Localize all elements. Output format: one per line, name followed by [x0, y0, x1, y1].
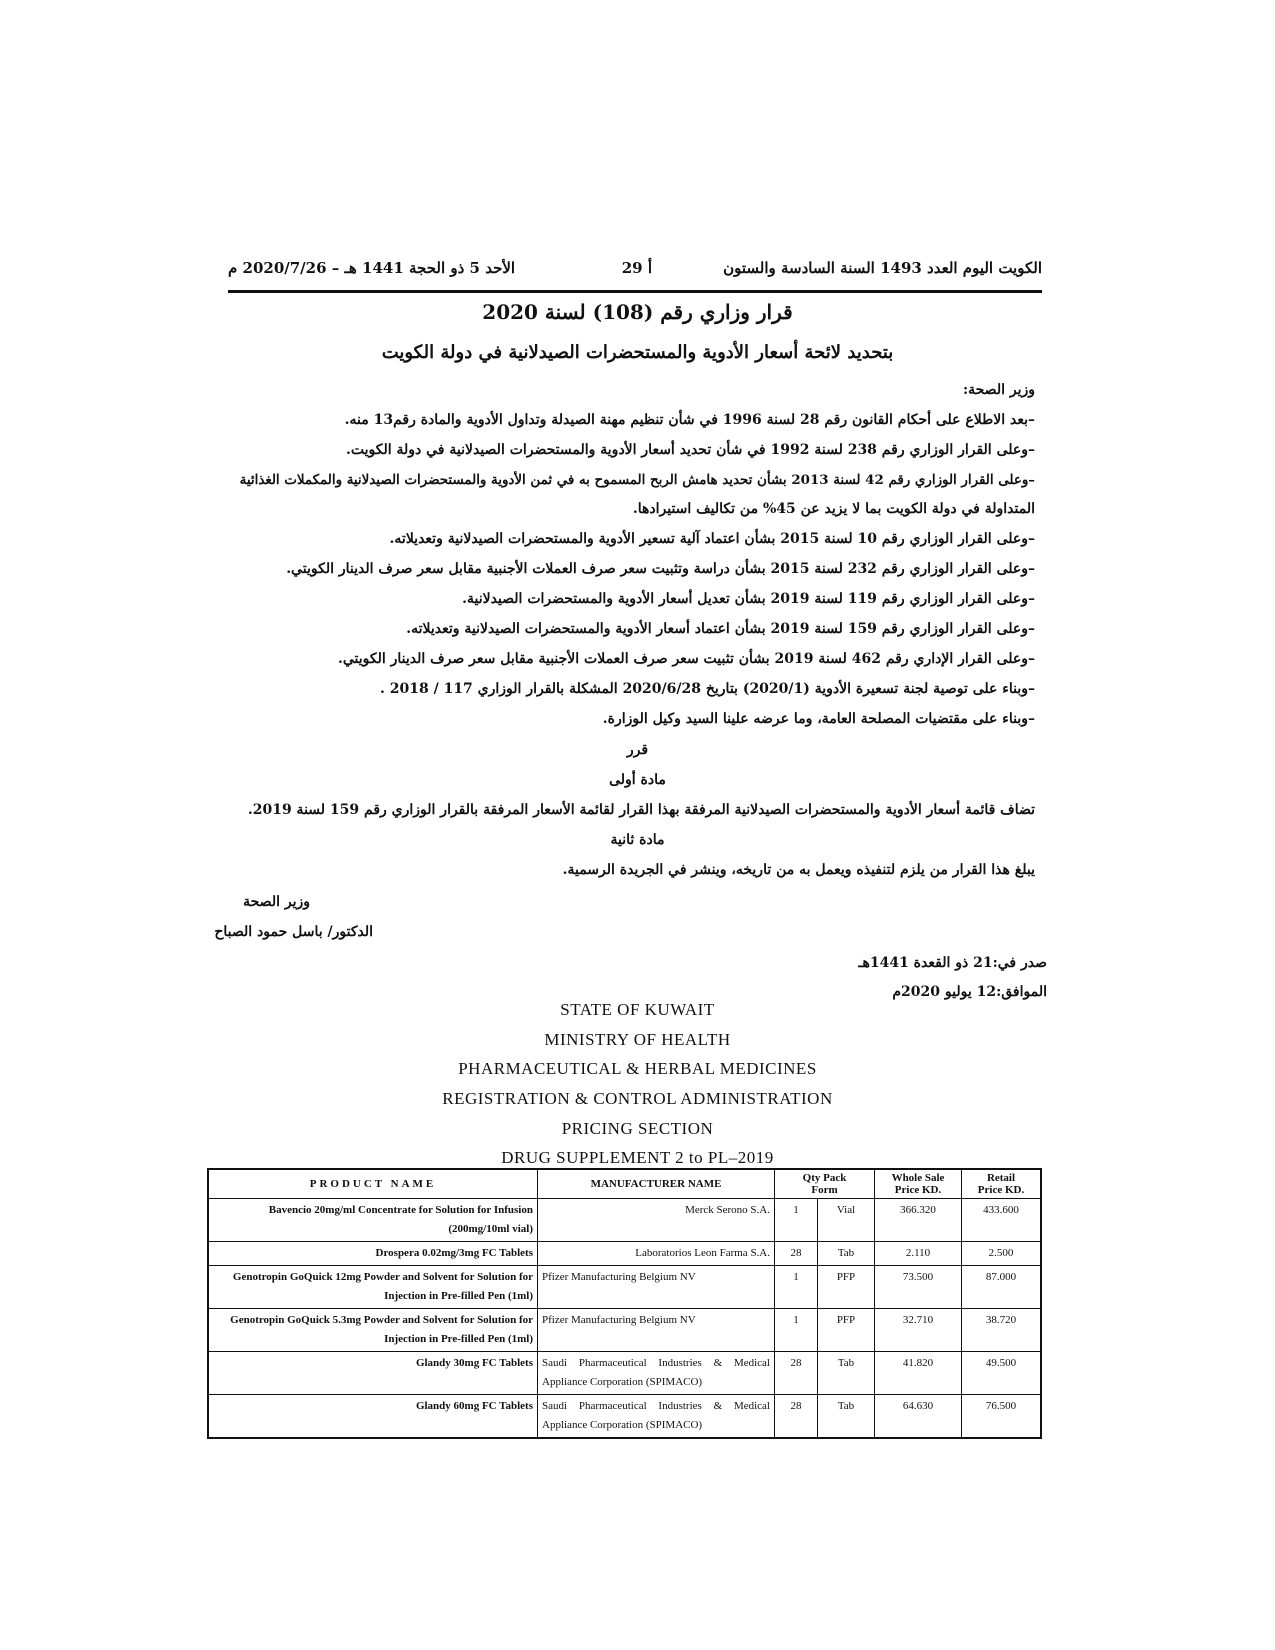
recital: –وبناء على مقتضيات المصلحة العامة، وما عرضه علينا السيد وكيل الوزارة. [602, 711, 1035, 727]
cell-form: PFP [818, 1266, 875, 1309]
col-retail-line2: Price KD. [977, 1184, 1025, 1196]
heading-state: STATE OF KUWAIT [560, 1000, 715, 1019]
price-table [207, 1168, 1042, 1439]
cell-retail: 433.600 [962, 1199, 1042, 1242]
recital: –وبناء على توصية لجنة تسعيرة الأدوية (2020/1) بتاريخ 2020/6/28 المشكلة بالقرار الوزاري 117 / 2018 . [379, 681, 1035, 697]
cell-manufacturer: Pfizer Manufacturing Belgium NV [538, 1266, 775, 1309]
table-row [208, 1395, 1041, 1439]
cell-wholesale: 41.820 [875, 1352, 962, 1395]
cell-qty: 28 [775, 1242, 818, 1266]
recital: –وعلى القرار الوزاري رقم 159 لسنة 2019 بشأن اعتماد أسعار الأدوية والمستحضرات الصيدلانية وتعديلاته. [406, 621, 1035, 637]
col-qty-form-header [775, 1169, 875, 1199]
cell-wholesale: 32.710 [875, 1309, 962, 1352]
col-wholesale-line2: Price KD. [894, 1184, 942, 1196]
heading-department: PHARMACEUTICAL & HERBAL MEDICINES [458, 1059, 817, 1078]
table-row [208, 1199, 1041, 1242]
gazette-header [228, 255, 1042, 289]
heading-section: PRICING SECTION [561, 1119, 714, 1138]
heading-supplement: DRUG SUPPLEMENT 2 to PL–2019 [501, 1148, 774, 1167]
recital: –وعلى القرار الوزاري رقم 232 لسنة 2015 بشأن دراسة وتثبيت سعر صرف العملات الأجنبية مقابل سعر صرف الدينار الكويتي. [286, 561, 1035, 577]
issued-gregorian: الموافق:12 يوليو 2020م [892, 984, 1047, 1000]
table-row [208, 1266, 1041, 1309]
cell-form: Vial [818, 1199, 875, 1242]
table-row [208, 1352, 1041, 1395]
col-form-header: Form [811, 1184, 838, 1196]
col-product-header: PRODUCT NAME [208, 1169, 538, 1199]
col-retail-header [962, 1169, 1042, 1199]
cell-retail: 49.500 [962, 1352, 1042, 1395]
decree-title: قرار وزاري رقم (108) لسنة 2020 [482, 300, 793, 324]
cell-manufacturer: Merck Serono S.A. [538, 1199, 775, 1242]
cell-qty: 28 [775, 1395, 818, 1439]
cell-manufacturer: Pfizer Manufacturing Belgium NV [538, 1309, 775, 1352]
cell-wholesale: 2.110 [875, 1242, 962, 1266]
recital: –وعلى القرار الإداري رقم 462 لسنة 2019 بشأن تثبيت سعر صرف العملات الأجنبية مقابل سعر صرف الدينار الكويتي. [337, 651, 1035, 667]
cell-product: Glandy 60mg FC Tablets [208, 1395, 538, 1439]
issued-hijri: صدر في:21 ذو القعدة 1441هـ [858, 955, 1047, 971]
recital: –وعلى القرار الوزاري رقم 119 لسنة 2019 بشأن تعديل أسعار الأدوية والمستحضرات الصيدلانية. [462, 591, 1035, 607]
cell-product: Genotropin GoQuick 12mg Powder and Solvent for Solution for Injection in Pre-filled Pen (1ml) [208, 1266, 538, 1309]
cell-qty: 28 [775, 1352, 818, 1395]
recital: –وعلى القرار الوزاري رقم 238 لسنة 1992 في شأن تحديد أسعار الأدوية والمستحضرات الصيدلانية في دولة الكويت. [345, 442, 1035, 458]
table-row [208, 1309, 1041, 1352]
recital-continuation: المتداولة في دولة الكويت بما لا يزيد عن 45% من تكاليف استيرادها. [632, 501, 1035, 517]
recital: –وعلى القرار الوزاري رقم 10 لسنة 2015 بشأن اعتماد آلية تسعير الأدوية والمستحضرات الصيدلانية وتعديلاته. [389, 531, 1035, 547]
cell-form: Tab [818, 1395, 875, 1439]
cell-wholesale: 366.320 [875, 1199, 962, 1242]
heading-administration: REGISTRATION & CONTROL ADMINISTRATION [442, 1089, 833, 1108]
cell-product: Genotropin GoQuick 5.3mg Powder and Solvent for Solution for Injection in Pre-filled Pen (1ml) [208, 1309, 538, 1352]
cell-wholesale: 64.630 [875, 1395, 962, 1439]
header-page-number: أ 29 [621, 259, 652, 277]
recital: –بعد الاطلاع على أحكام القانون رقم 28 لسنة 1996 في شأن تنظيم مهنة الصيدلة وتداول الأدوية والمادة رقم13 منه. [344, 412, 1035, 428]
header-rule [228, 290, 1042, 293]
cell-qty: 1 [775, 1199, 818, 1242]
cell-product: Bavencio 20mg/ml Concentrate for Solution for Infusion (200mg/10ml vial) [208, 1199, 538, 1242]
col-qty-header: Qty Pack [802, 1172, 847, 1184]
header-date: الأحد 5 ذو الحجة 1441 هـ – 2020/7/26 م [228, 259, 516, 277]
cell-qty: 1 [775, 1266, 818, 1309]
cell-retail: 38.720 [962, 1309, 1042, 1352]
article-1-title: مادة أولى [609, 772, 666, 788]
cell-manufacturer: Laboratorios Leon Farma S.A. [538, 1242, 775, 1266]
col-wholesale-line1: Whole Sale [891, 1172, 945, 1184]
col-retail-line1: Retail [986, 1172, 1016, 1184]
cell-product: Glandy 30mg FC Tablets [208, 1352, 538, 1395]
article-2-title: مادة ثانية [610, 832, 665, 848]
cell-qty: 1 [775, 1309, 818, 1352]
col-manufacturer-header: MANUFACTURER NAME [538, 1169, 775, 1199]
cell-form: Tab [818, 1242, 875, 1266]
signature-title: وزير الصحة [243, 894, 310, 910]
article-1-text: تضاف قائمة أسعار الأدوية والمستحضرات الصيدلانية المرفقة بهذا القرار لقائمة الأسعار المرفقة بالقرار الوزاري رقم 159 لسنة 2019. [247, 802, 1035, 818]
cell-product: Drospera 0.02mg/3mg FC Tablets [208, 1242, 538, 1266]
decree-subtitle: بتحديد لائحة أسعار الأدوية والمستحضرات الصيدلانية في دولة الكويت [381, 342, 894, 363]
cell-form: PFP [818, 1309, 875, 1352]
recital: –وعلى القرار الوزاري رقم 42 لسنة 2013 بشأن تحديد هامش الربح المسموح به في ثمن الأدوية والمستحضرات الصيدلانية والمكملات الغذائية [239, 472, 1035, 488]
cell-retail: 87.000 [962, 1266, 1042, 1309]
cell-retail: 76.500 [962, 1395, 1042, 1439]
table-header-row [208, 1169, 1041, 1199]
header-issue: الكويت اليوم العدد 1493 السنة السادسة والستون [723, 259, 1042, 277]
heading-ministry: MINISTRY OF HEALTH [544, 1030, 731, 1049]
cell-wholesale: 73.500 [875, 1266, 962, 1309]
article-2-text: يبلغ هذا القرار من يلزم لتنفيذه ويعمل به من تاريخه، وينشر في الجريدة الرسمية. [562, 862, 1035, 878]
cell-form: Tab [818, 1352, 875, 1395]
col-wholesale-header [875, 1169, 962, 1199]
cell-manufacturer: Saudi Pharmaceutical Industries & Medical Appliance Corporation (SPIMACO) [538, 1352, 775, 1395]
cell-retail: 2.500 [962, 1242, 1042, 1266]
minister-intro: وزير الصحة: [962, 382, 1035, 398]
decided-label: قرر [626, 742, 649, 758]
signature-name: الدكتور/ باسل حمود الصباح [214, 924, 373, 940]
table-row [208, 1242, 1041, 1266]
cell-manufacturer: Saudi Pharmaceutical Industries & Medical Appliance Corporation (SPIMACO) [538, 1395, 775, 1439]
